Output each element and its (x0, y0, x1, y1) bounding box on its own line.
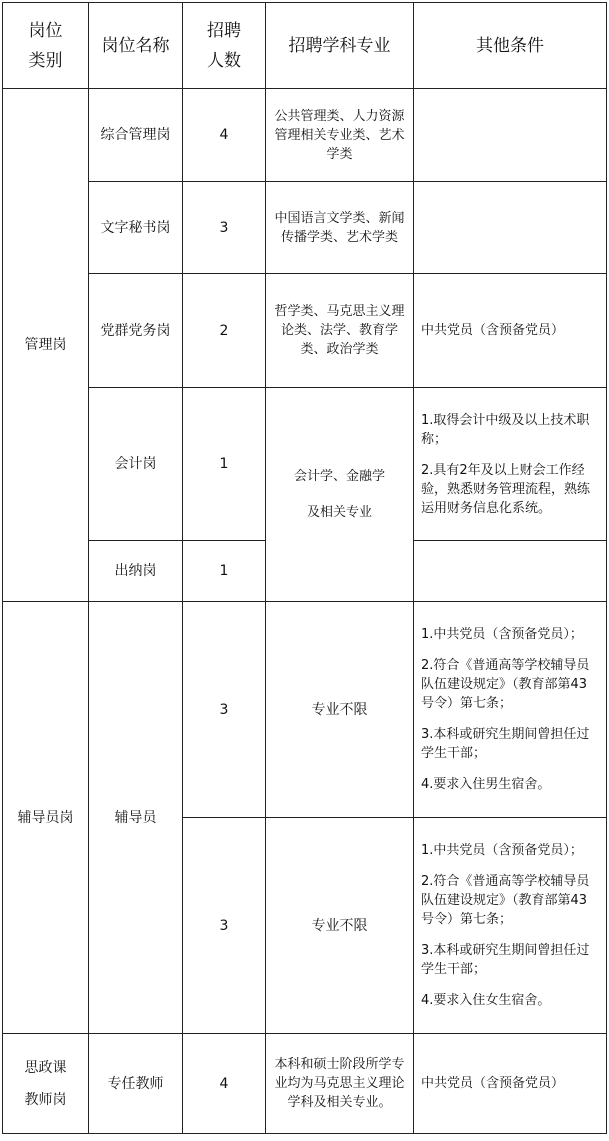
position-major: 中国语言文学类、新闻传播学类、艺术学类 (266, 182, 414, 274)
position-name: 文字秘书岗 (89, 182, 183, 274)
group-teacher (3, 1034, 89, 1134)
position-major: 哲学类、马克思主义理论类、法学、教育学类、政治学类 (266, 274, 414, 388)
header-category-line1: 岗位 (28, 20, 63, 41)
condition-item: 3.本科或研究生期间曾担任过学生干部； (421, 727, 590, 761)
header-count (183, 3, 266, 89)
position-count: 4 (183, 1034, 266, 1134)
position-conditions: 中共党员（含预备党员） (414, 274, 607, 388)
position-count: 3 (183, 602, 266, 818)
position-name: 党群党务岗 (89, 274, 183, 388)
position-major (266, 388, 414, 602)
position-major: 专业不限 (266, 818, 414, 1034)
table-row (3, 1034, 607, 1134)
position-count: 1 (183, 541, 266, 602)
group-counselor: 辅导员岗 (3, 602, 89, 1034)
position-conditions (414, 182, 607, 274)
header-row (3, 3, 607, 89)
header-major: 招聘学科专业 (266, 3, 414, 89)
position-count: 4 (183, 89, 266, 182)
position-conditions (414, 818, 607, 1034)
position-conditions (414, 541, 607, 602)
position-conditions (414, 602, 607, 818)
condition-item: 2.具有2年及以上财会工作经验，熟悉财务管理流程，熟练运用财务信息化系统。 (421, 462, 591, 516)
table-row (3, 89, 607, 182)
header-conditions: 其他条件 (414, 3, 607, 89)
header-position-name: 岗位名称 (89, 3, 183, 89)
condition-item: 1.中共党员（含预备党员）； (421, 843, 583, 858)
position-major-line1: 会计学、金融学 (293, 468, 385, 484)
condition-item: 2.符合《普通高等学校辅导员队伍建设规定》（教育部第43号令）第七条； (421, 874, 590, 927)
condition-item: 1.取得会计中级及以上技术职称； (421, 412, 590, 447)
position-count: 3 (183, 182, 266, 274)
position-major: 公共管理类、人力资源管理相关专业类、艺术学类 (266, 89, 414, 182)
table-row (3, 388, 607, 541)
condition-item: 4.要求入住男生宿舍。 (421, 777, 551, 792)
header-category-line2: 类别 (28, 50, 63, 71)
position-count: 3 (183, 818, 266, 1034)
table-row (3, 182, 607, 274)
position-count: 2 (183, 274, 266, 388)
position-conditions: 中共党员（含预备党员） (414, 1034, 607, 1134)
group-management: 管理岗 (3, 89, 89, 602)
condition-item: 3.本科或研究生期间曾担任过学生干部； (421, 943, 590, 977)
position-name: 会计岗 (89, 388, 183, 541)
header-category (3, 3, 89, 89)
position-name: 专任教师 (89, 1034, 183, 1134)
position-name: 出纳岗 (89, 541, 183, 602)
condition-item: 4.要求入住女生宿舍。 (421, 993, 551, 1008)
condition-item: 2.符合《普通高等学校辅导员队伍建设规定》（教育部第43号令）第七条； (421, 658, 590, 711)
table-row (3, 274, 607, 388)
position-conditions (414, 388, 607, 541)
group-teacher-line1: 思政课 (24, 1059, 67, 1076)
group-teacher-line2: 教师岗 (24, 1091, 67, 1108)
position-name: 综合管理岗 (89, 89, 183, 182)
position-major-line2: 及相关专业 (306, 504, 372, 520)
table-row (3, 602, 607, 818)
header-count-line2: 人数 (207, 50, 241, 71)
position-major: 本科和硕士阶段所学专业均为马克思主义理论学科及相关专业。 (266, 1034, 414, 1134)
position-major: 专业不限 (266, 602, 414, 818)
position-name: 辅导员 (89, 602, 183, 1034)
header-count-line1: 招聘 (207, 20, 241, 41)
position-count: 1 (183, 388, 266, 541)
condition-item: 1.中共党员（含预备党员）； (421, 627, 583, 642)
position-conditions (414, 89, 607, 182)
recruitment-table (2, 2, 607, 1134)
